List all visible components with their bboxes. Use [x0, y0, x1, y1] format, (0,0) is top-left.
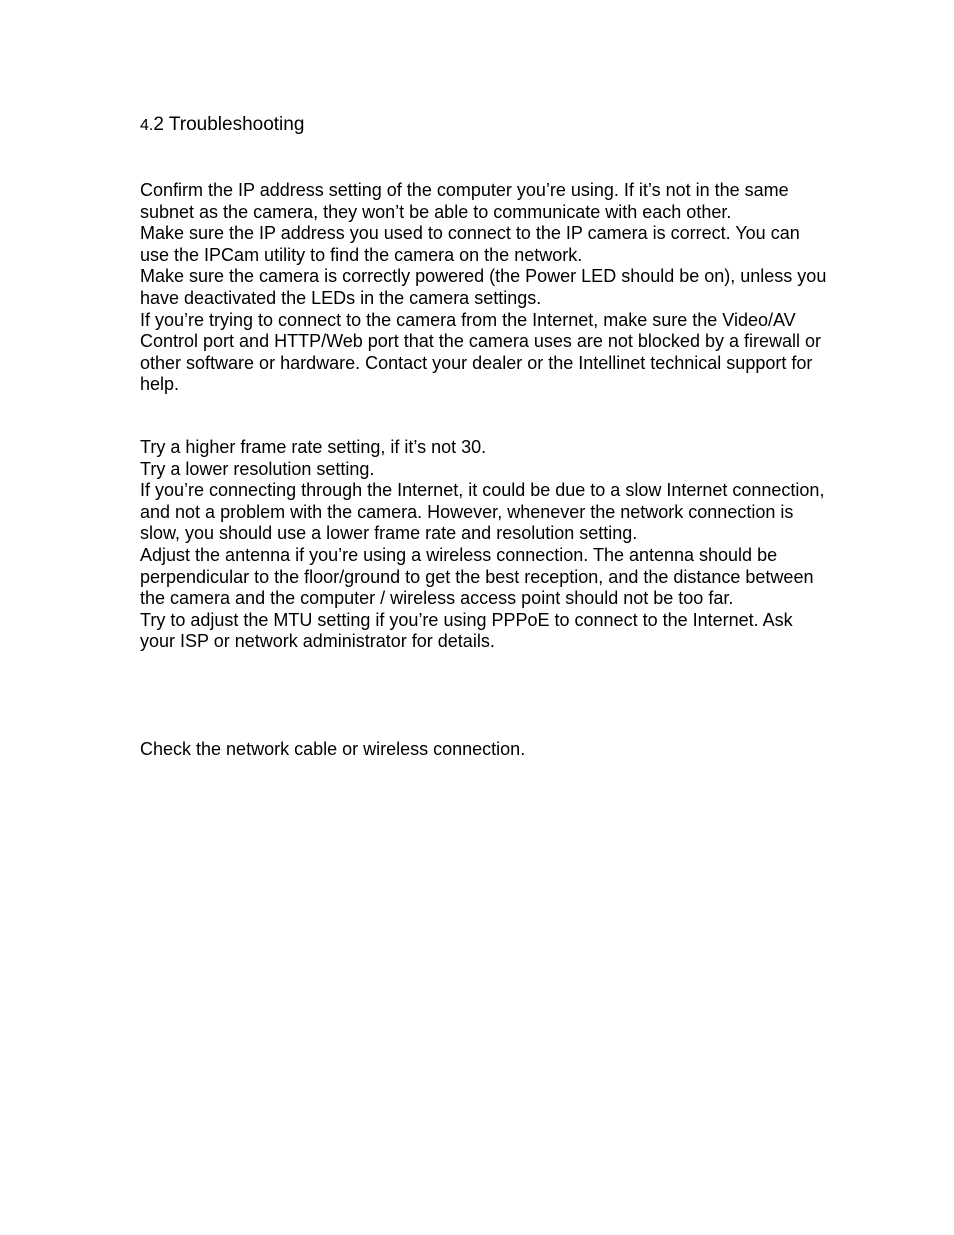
section-heading: [140, 114, 304, 137]
paragraph: Confirm the IP address setting of the computer you’re using. If it’s not in the same subnet as the camera, they won’t be able to communicate with each other.: [140, 180, 789, 222]
paragraph: Make sure the camera is correctly powered (the Power LED should be on), unless you have deactivated the LEDs in the camera settings.: [140, 266, 827, 308]
connection-troubleshooting-section: [140, 180, 830, 396]
video-performance-section: [140, 437, 830, 653]
heading-number-prefix: 4.: [140, 117, 154, 134]
paragraph: Try to adjust the MTU setting if you’re using PPPoE to connect to the Internet. Ask your ISP or network administrator for details.: [140, 609, 793, 652]
paragraph: Make sure the IP address you used to connect to the IP camera is correct. You can use the IPCam utility to find the camera on the network.: [140, 223, 800, 265]
paragraph: Try a higher frame rate setting, if it’s not 30.: [140, 437, 487, 457]
paragraph: Adjust the antenna if you’re using a wireless connection. The antenna should be perpendicular to the floor/ground to get the best reception, and the distance between the camera and the computer / wireless access point should not be too far.: [140, 544, 814, 609]
paragraph: If you’re connecting through the Internet, it could be due to a slow Internet connection, and not a problem with the camera. However, whenever the network connection is slow, you should use a lower frame rate and resolution setting.: [140, 480, 825, 544]
paragraph: If you’re trying to connect to the camera from the Internet, make sure the Video/AV Control port and HTTP/Web port that the camera uses are not blocked by a firewall or other software or hardware. Contact your dealer or the Intellinet technical support for help.: [140, 309, 821, 395]
paragraph: Try a lower resolution setting.: [140, 458, 375, 479]
heading-title: 2 Troubleshooting: [153, 114, 305, 135]
paragraph: Check the network cable or wireless connection.: [140, 739, 526, 759]
network-cable-section: [140, 739, 830, 761]
